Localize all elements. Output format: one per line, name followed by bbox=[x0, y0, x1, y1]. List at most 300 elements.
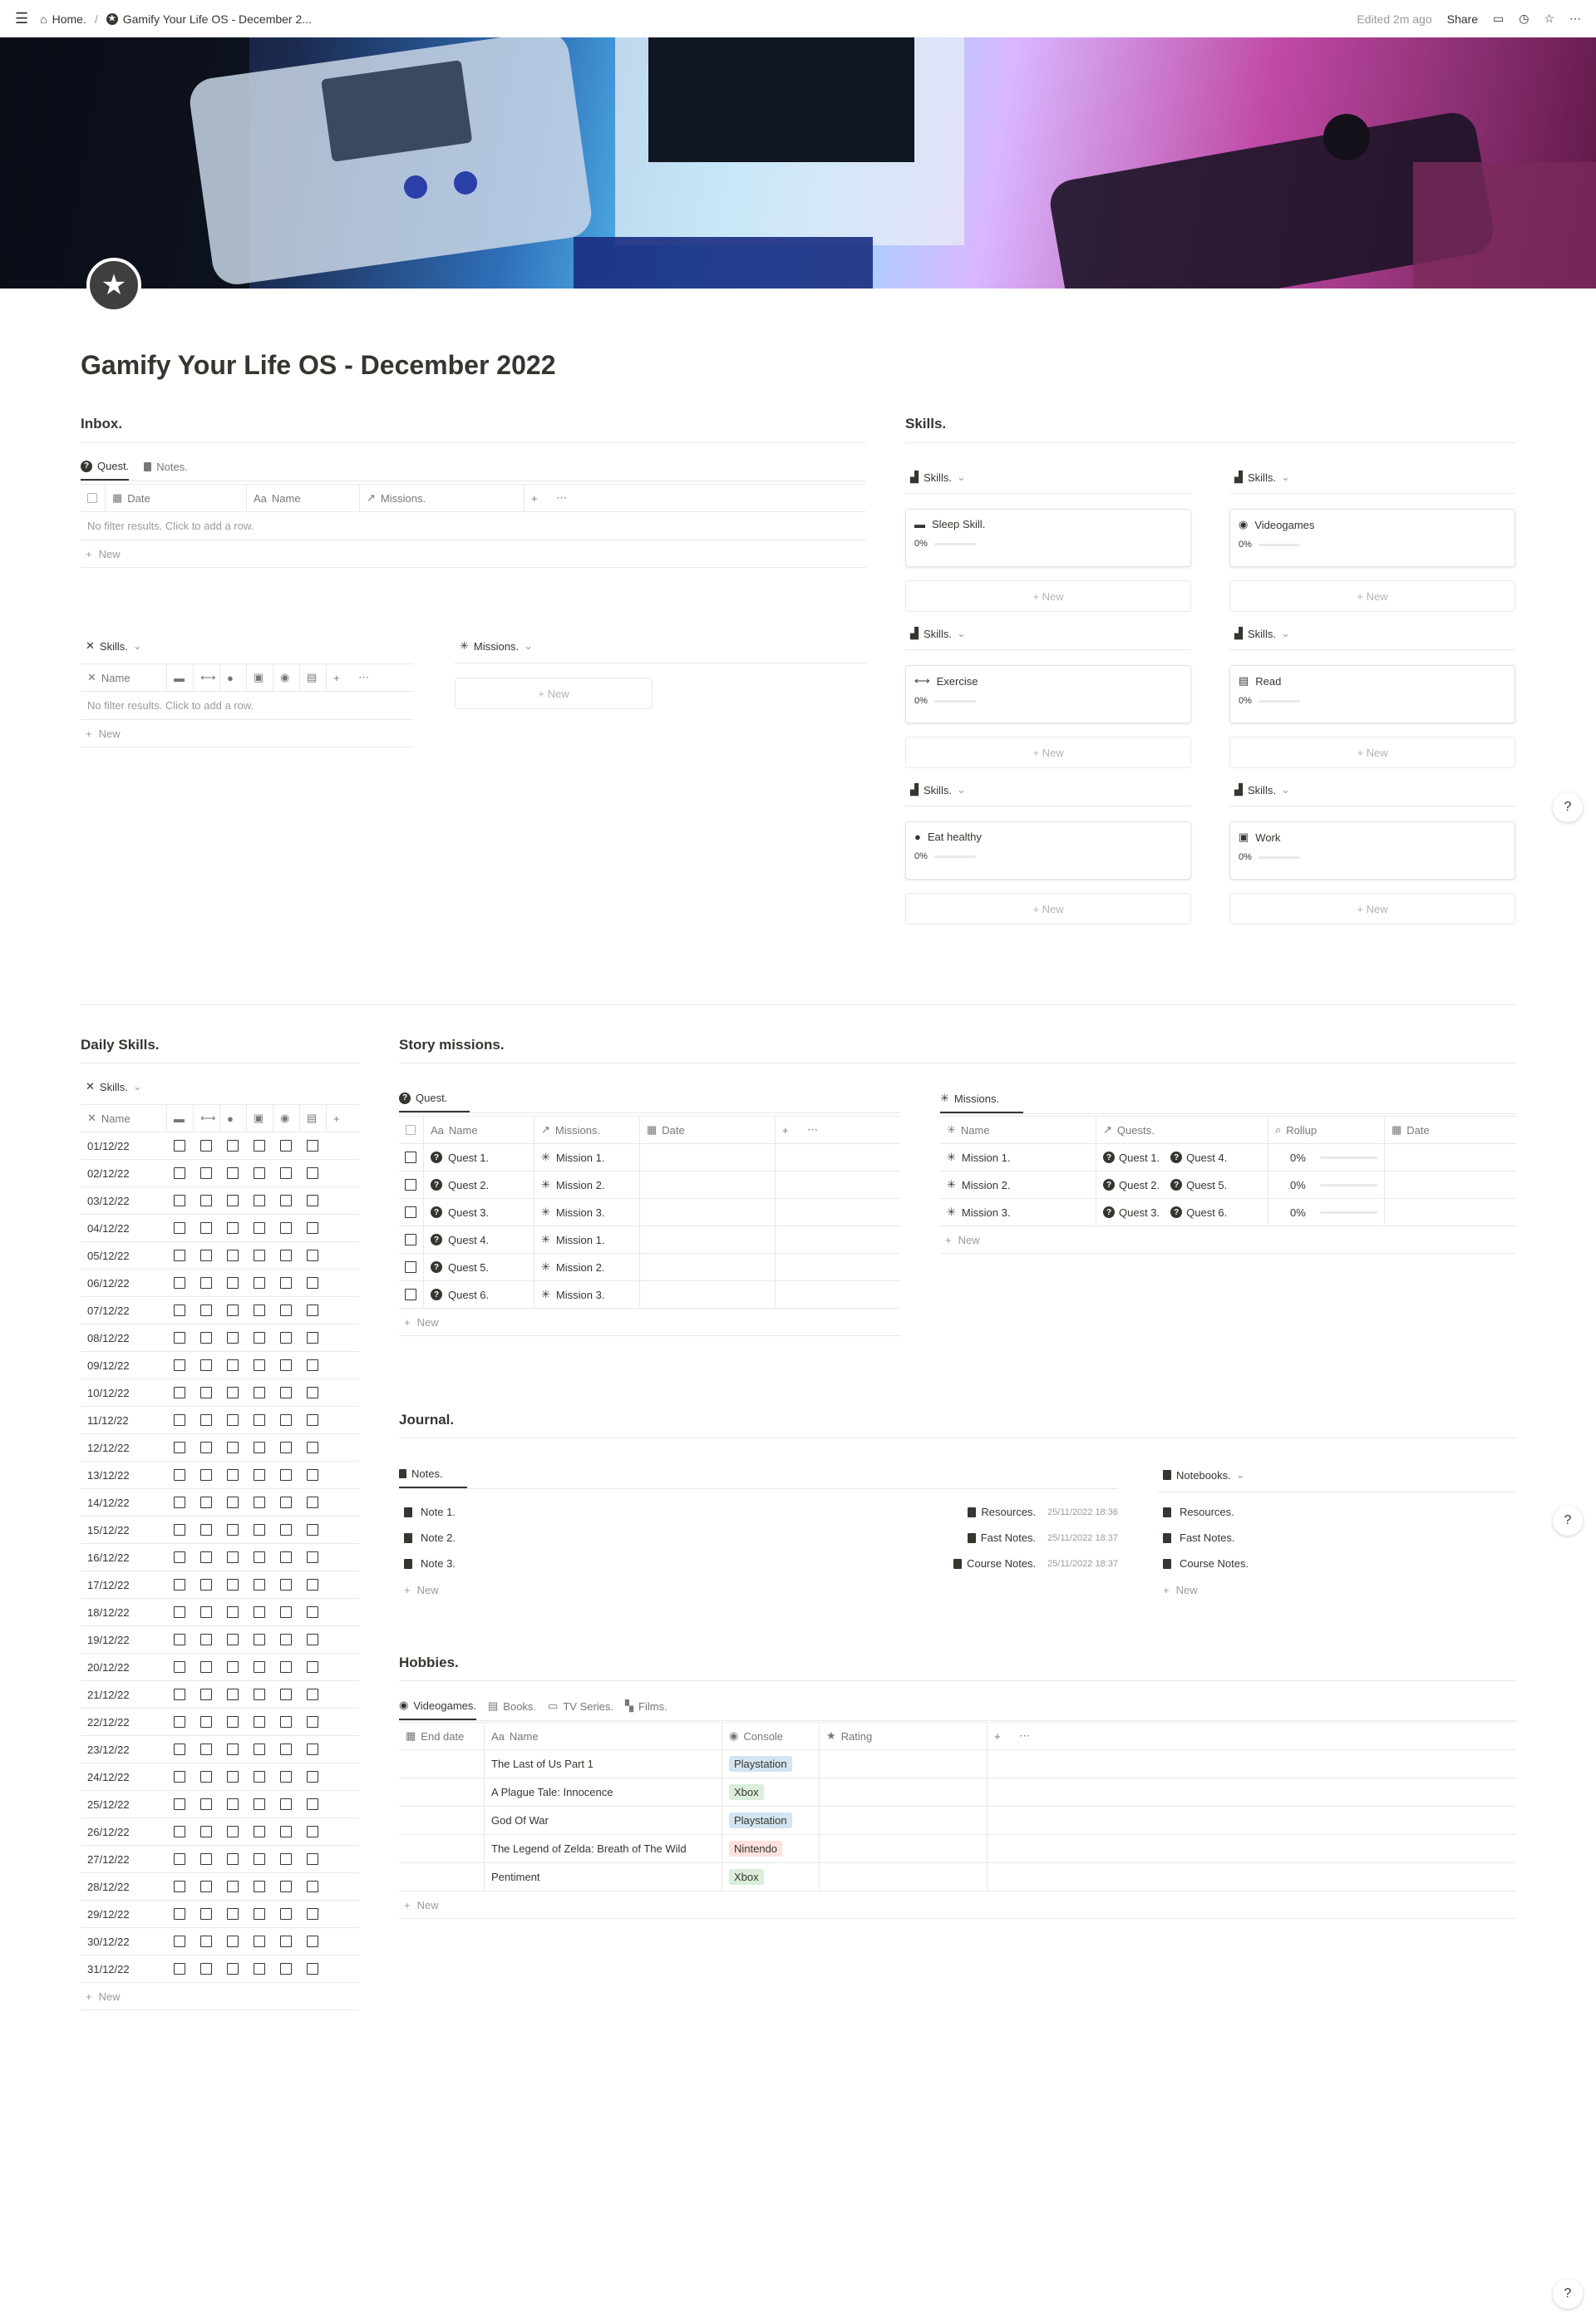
checkbox-cell[interactable] bbox=[167, 1160, 194, 1186]
date-cell[interactable] bbox=[81, 1132, 167, 1159]
name-cell[interactable] bbox=[424, 1144, 534, 1171]
checkbox-cell[interactable] bbox=[273, 1599, 300, 1625]
checkbox-cell[interactable] bbox=[300, 1434, 327, 1461]
checkbox[interactable] bbox=[254, 1743, 265, 1755]
checkbox-cell[interactable] bbox=[300, 1242, 327, 1269]
help-button[interactable]: ? bbox=[1553, 2279, 1583, 2309]
checkbox-cell[interactable] bbox=[167, 1297, 194, 1324]
date-cell[interactable] bbox=[640, 1171, 776, 1198]
checkbox[interactable] bbox=[280, 1277, 292, 1289]
console-cell[interactable] bbox=[722, 1863, 820, 1891]
new-card-button[interactable] bbox=[1229, 737, 1515, 768]
rating-cell[interactable] bbox=[820, 1863, 988, 1891]
checkbox-cell[interactable] bbox=[300, 1462, 327, 1488]
checkbox[interactable] bbox=[227, 1853, 239, 1865]
checkbox[interactable] bbox=[254, 1551, 265, 1563]
list-item[interactable] bbox=[399, 1525, 1118, 1551]
checkbox-cell[interactable] bbox=[167, 1873, 194, 1900]
checkbox[interactable] bbox=[280, 1661, 292, 1673]
checkbox-cell[interactable] bbox=[300, 1215, 327, 1241]
quests-cell[interactable] bbox=[1096, 1171, 1268, 1198]
checkbox[interactable] bbox=[227, 1606, 239, 1618]
skill-card[interactable] bbox=[1229, 509, 1515, 567]
date-cell[interactable] bbox=[81, 1736, 167, 1763]
checkbox[interactable] bbox=[227, 1634, 239, 1645]
table-row[interactable] bbox=[81, 1297, 359, 1324]
quest-link[interactable]: Quest 4. bbox=[1186, 1151, 1228, 1164]
checkbox[interactable] bbox=[227, 1551, 239, 1563]
checkbox-cell[interactable] bbox=[273, 1489, 300, 1516]
checkbox[interactable] bbox=[200, 1359, 212, 1371]
checkbox[interactable] bbox=[307, 1908, 318, 1920]
checkbox[interactable] bbox=[254, 1798, 265, 1810]
date-cell[interactable] bbox=[81, 1599, 167, 1625]
date-cell[interactable] bbox=[81, 1901, 167, 1927]
name-cell[interactable] bbox=[424, 1281, 534, 1308]
tab-films[interactable] bbox=[625, 1699, 667, 1720]
checkbox[interactable] bbox=[254, 1414, 265, 1426]
checkbox[interactable] bbox=[200, 1798, 212, 1810]
checkbox-cell[interactable] bbox=[300, 1132, 327, 1159]
checkbox[interactable] bbox=[227, 1305, 239, 1316]
checkbox[interactable] bbox=[280, 1414, 292, 1426]
name-cell[interactable] bbox=[485, 1778, 722, 1806]
checkbox[interactable] bbox=[254, 1661, 265, 1673]
date-cell[interactable] bbox=[81, 1818, 167, 1845]
checkbox-cell[interactable] bbox=[273, 1379, 300, 1406]
col-rating[interactable] bbox=[820, 1723, 988, 1749]
skill-card[interactable] bbox=[905, 665, 1191, 723]
date-cell[interactable] bbox=[81, 1379, 167, 1406]
checkbox-cell[interactable] bbox=[194, 1407, 220, 1433]
date-cell[interactable] bbox=[1385, 1171, 1516, 1198]
checkbox-cell[interactable] bbox=[220, 1324, 247, 1351]
checkbox-cell[interactable] bbox=[194, 1517, 220, 1543]
checkbox[interactable] bbox=[174, 1826, 185, 1837]
list-item[interactable] bbox=[399, 1499, 1118, 1525]
checkbox-cell[interactable] bbox=[300, 1681, 327, 1708]
checkbox[interactable] bbox=[174, 1661, 185, 1673]
checkbox-cell[interactable] bbox=[247, 1599, 273, 1625]
table-row[interactable] bbox=[81, 1901, 359, 1928]
checkbox-cell[interactable] bbox=[194, 1324, 220, 1351]
checkbox-cell[interactable] bbox=[247, 1709, 273, 1735]
checkbox-cell[interactable] bbox=[194, 1736, 220, 1763]
checkbox[interactable] bbox=[200, 1936, 212, 1947]
col-missions[interactable] bbox=[360, 485, 525, 511]
checkbox[interactable] bbox=[254, 1497, 265, 1508]
checkbox[interactable] bbox=[280, 1250, 292, 1261]
list-item[interactable] bbox=[1158, 1499, 1234, 1525]
col-name[interactable] bbox=[81, 664, 167, 691]
notebook-link[interactable] bbox=[953, 1557, 1036, 1570]
table-row[interactable] bbox=[81, 1791, 359, 1818]
table-row[interactable] bbox=[81, 1352, 359, 1379]
checkbox[interactable] bbox=[307, 1606, 318, 1618]
checkbox-cell[interactable] bbox=[300, 1928, 327, 1955]
checkbox-cell[interactable] bbox=[273, 1791, 300, 1817]
checkbox-cell[interactable] bbox=[399, 1199, 424, 1226]
checkbox-cell[interactable] bbox=[273, 1434, 300, 1461]
checkbox[interactable] bbox=[227, 1689, 239, 1700]
checkbox-cell[interactable] bbox=[273, 1132, 300, 1159]
checkbox[interactable] bbox=[200, 1743, 212, 1755]
checkbox[interactable] bbox=[200, 1497, 212, 1508]
checkbox-cell[interactable] bbox=[167, 1791, 194, 1817]
checkbox-cell[interactable] bbox=[167, 1462, 194, 1488]
checkbox-cell[interactable] bbox=[220, 1270, 247, 1296]
checkbox-cell[interactable] bbox=[300, 1736, 327, 1763]
book-icon[interactable]: ▤ bbox=[300, 664, 327, 691]
checkbox-cell[interactable] bbox=[194, 1928, 220, 1955]
tab-notes[interactable] bbox=[399, 1467, 467, 1488]
table-row[interactable] bbox=[399, 1226, 900, 1254]
name-cell[interactable] bbox=[485, 1863, 722, 1891]
checkbox[interactable] bbox=[307, 1634, 318, 1645]
checkbox-cell[interactable] bbox=[399, 1171, 424, 1198]
checkbox-cell[interactable] bbox=[247, 1434, 273, 1461]
checkbox[interactable] bbox=[227, 1442, 239, 1453]
checkbox-cell[interactable] bbox=[194, 1544, 220, 1571]
checkbox-cell[interactable] bbox=[167, 1681, 194, 1708]
checkbox[interactable] bbox=[174, 1167, 185, 1179]
checkbox-cell[interactable] bbox=[247, 1215, 273, 1241]
checkbox[interactable] bbox=[174, 1497, 185, 1508]
checkbox[interactable] bbox=[174, 1250, 185, 1261]
checkbox[interactable] bbox=[280, 1908, 292, 1920]
checkbox[interactable] bbox=[227, 1908, 239, 1920]
table-row[interactable] bbox=[81, 1324, 359, 1352]
checkbox[interactable] bbox=[174, 1936, 185, 1947]
rollup-cell[interactable] bbox=[1268, 1199, 1385, 1226]
checkbox-cell[interactable] bbox=[273, 1736, 300, 1763]
checkbox-cell[interactable] bbox=[220, 1736, 247, 1763]
checkbox-cell[interactable] bbox=[273, 1709, 300, 1735]
checkbox[interactable] bbox=[200, 1414, 212, 1426]
checkbox-cell[interactable] bbox=[247, 1681, 273, 1708]
checkbox-cell[interactable] bbox=[247, 1160, 273, 1186]
checkbox[interactable] bbox=[307, 1881, 318, 1892]
checkbox-cell[interactable] bbox=[194, 1763, 220, 1790]
skill-card[interactable] bbox=[905, 509, 1191, 567]
checkbox-cell[interactable] bbox=[247, 1571, 273, 1598]
tab-books[interactable] bbox=[488, 1699, 536, 1720]
checkbox-cell[interactable] bbox=[167, 1709, 194, 1735]
date-cell[interactable] bbox=[81, 1160, 167, 1186]
add-column-button[interactable]: + bbox=[333, 671, 340, 684]
col-name[interactable] bbox=[485, 1723, 722, 1749]
bed-icon[interactable]: ▬ bbox=[167, 1105, 194, 1132]
name-cell[interactable] bbox=[424, 1199, 534, 1226]
tab-videogames[interactable] bbox=[399, 1699, 476, 1720]
checkbox[interactable] bbox=[280, 1716, 292, 1728]
quests-cell[interactable] bbox=[1096, 1199, 1268, 1226]
checkbox[interactable] bbox=[254, 1277, 265, 1289]
checkbox-cell[interactable] bbox=[220, 1407, 247, 1433]
date-cell[interactable] bbox=[81, 1407, 167, 1433]
table-row[interactable] bbox=[81, 1818, 359, 1846]
checkbox[interactable] bbox=[307, 1414, 318, 1426]
checkbox-cell[interactable] bbox=[247, 1462, 273, 1488]
date-cell[interactable] bbox=[81, 1928, 167, 1955]
skills-group-toggle[interactable] bbox=[1234, 783, 1290, 797]
checkbox[interactable] bbox=[254, 1606, 265, 1618]
date-cell[interactable] bbox=[81, 1489, 167, 1516]
checkbox[interactable] bbox=[227, 1963, 239, 1975]
skills-group-toggle[interactable] bbox=[1234, 471, 1290, 484]
checkbox[interactable] bbox=[280, 1497, 292, 1508]
checkbox[interactable] bbox=[174, 1963, 185, 1975]
checkbox-cell[interactable] bbox=[194, 1462, 220, 1488]
checkbox-cell[interactable] bbox=[247, 1132, 273, 1159]
table-row[interactable] bbox=[940, 1144, 1516, 1171]
more-options-button[interactable]: ⋯ bbox=[807, 1123, 818, 1136]
table-row[interactable] bbox=[940, 1199, 1516, 1226]
checkbox[interactable] bbox=[280, 1936, 292, 1947]
checkbox-cell[interactable] bbox=[300, 1626, 327, 1653]
rating-cell[interactable] bbox=[820, 1750, 988, 1778]
checkbox-cell[interactable] bbox=[247, 1544, 273, 1571]
checkbox[interactable] bbox=[307, 1579, 318, 1591]
checkbox[interactable] bbox=[174, 1524, 185, 1536]
checkbox[interactable] bbox=[307, 1798, 318, 1810]
console-cell[interactable] bbox=[722, 1835, 820, 1862]
checkbox-cell[interactable] bbox=[247, 1379, 273, 1406]
checkbox[interactable] bbox=[280, 1195, 292, 1206]
checkbox[interactable] bbox=[254, 1387, 265, 1398]
checkbox-cell[interactable] bbox=[300, 1654, 327, 1680]
checkbox-cell[interactable] bbox=[300, 1544, 327, 1571]
date-cell[interactable] bbox=[640, 1226, 776, 1253]
help-button[interactable]: ? bbox=[1553, 792, 1583, 822]
checkbox[interactable] bbox=[200, 1195, 212, 1206]
checkbox[interactable] bbox=[200, 1689, 212, 1700]
col-end-date[interactable] bbox=[399, 1723, 485, 1749]
new-card-button[interactable] bbox=[1229, 893, 1515, 925]
checkbox-cell[interactable] bbox=[399, 1281, 424, 1308]
checkbox[interactable] bbox=[174, 1277, 185, 1289]
checkbox[interactable] bbox=[200, 1716, 212, 1728]
checkbox-cell[interactable] bbox=[194, 1818, 220, 1845]
name-cell[interactable] bbox=[940, 1199, 1096, 1226]
checkbox-cell[interactable] bbox=[167, 1132, 194, 1159]
checkbox-cell[interactable] bbox=[194, 1270, 220, 1296]
checkbox[interactable] bbox=[200, 1606, 212, 1618]
console-cell[interactable] bbox=[722, 1778, 820, 1806]
checkbox[interactable] bbox=[200, 1771, 212, 1783]
skills-group-toggle[interactable] bbox=[910, 471, 966, 484]
checkbox-cell[interactable] bbox=[247, 1489, 273, 1516]
apple-icon[interactable]: ● bbox=[220, 1105, 247, 1132]
checkbox-cell[interactable] bbox=[220, 1434, 247, 1461]
checkbox[interactable] bbox=[254, 1881, 265, 1892]
checkbox-cell[interactable] bbox=[247, 1818, 273, 1845]
checkbox-cell[interactable] bbox=[194, 1709, 220, 1735]
checkbox[interactable] bbox=[254, 1222, 265, 1234]
table-row[interactable] bbox=[81, 1763, 359, 1791]
col-missions[interactable] bbox=[534, 1117, 640, 1143]
checkbox[interactable] bbox=[200, 1661, 212, 1673]
checkbox-cell[interactable] bbox=[273, 1901, 300, 1927]
menu-icon[interactable]: ☰ bbox=[15, 10, 29, 27]
name-cell[interactable] bbox=[940, 1171, 1096, 1198]
checkbox[interactable] bbox=[254, 1826, 265, 1837]
checkbox-cell[interactable] bbox=[273, 1818, 300, 1845]
checkbox-cell[interactable] bbox=[167, 1763, 194, 1790]
checkbox-cell[interactable] bbox=[220, 1928, 247, 1955]
checkbox-cell[interactable] bbox=[167, 1626, 194, 1653]
checkbox-cell[interactable] bbox=[247, 1956, 273, 1982]
checkbox-cell[interactable] bbox=[300, 1791, 327, 1817]
checkbox[interactable] bbox=[174, 1634, 185, 1645]
checkbox[interactable] bbox=[280, 1387, 292, 1398]
add-column-button[interactable]: + bbox=[531, 491, 538, 505]
checkbox[interactable] bbox=[227, 1332, 239, 1344]
checkbox-cell[interactable] bbox=[220, 1160, 247, 1186]
help-button[interactable]: ? bbox=[1553, 1506, 1583, 1536]
col-name[interactable] bbox=[81, 1105, 167, 1132]
checkbox[interactable] bbox=[200, 1551, 212, 1563]
table-row[interactable] bbox=[81, 1873, 359, 1901]
table-row[interactable] bbox=[81, 1242, 359, 1270]
date-cell[interactable] bbox=[1385, 1144, 1516, 1171]
checkbox-cell[interactable] bbox=[273, 1654, 300, 1680]
checkbox[interactable] bbox=[307, 1332, 318, 1344]
checkbox[interactable] bbox=[307, 1469, 318, 1481]
checkbox-cell[interactable] bbox=[300, 1599, 327, 1625]
col-name[interactable] bbox=[940, 1117, 1096, 1143]
date-cell[interactable] bbox=[81, 1846, 167, 1872]
checkbox-cell[interactable] bbox=[167, 1654, 194, 1680]
checkbox-cell[interactable] bbox=[167, 1324, 194, 1351]
new-card-button[interactable] bbox=[1229, 580, 1515, 612]
checkbox-cell[interactable] bbox=[300, 1818, 327, 1845]
date-cell[interactable] bbox=[81, 1215, 167, 1241]
checkbox-cell[interactable] bbox=[194, 1489, 220, 1516]
new-card-button[interactable] bbox=[905, 580, 1191, 612]
empty-state[interactable]: No filter results. Click to add a row. bbox=[81, 512, 866, 540]
checkbox-cell[interactable] bbox=[220, 1187, 247, 1214]
checkbox-cell[interactable] bbox=[300, 1407, 327, 1433]
checkbox-cell[interactable] bbox=[167, 1818, 194, 1845]
checkbox-cell[interactable] bbox=[167, 1571, 194, 1598]
skills-group-toggle[interactable] bbox=[86, 639, 142, 653]
checkbox-cell[interactable] bbox=[273, 1763, 300, 1790]
name-cell[interactable] bbox=[485, 1835, 722, 1862]
checkbox-cell[interactable] bbox=[247, 1242, 273, 1269]
checkbox-cell[interactable] bbox=[273, 1846, 300, 1872]
date-cell[interactable] bbox=[81, 1626, 167, 1653]
tab-notes[interactable] bbox=[144, 460, 188, 481]
rating-cell[interactable] bbox=[820, 1807, 988, 1834]
table-row[interactable] bbox=[399, 1199, 900, 1226]
checkbox[interactable] bbox=[174, 1881, 185, 1892]
checkbox-cell[interactable] bbox=[273, 1956, 300, 1982]
more-icon[interactable]: ⋯ bbox=[1569, 12, 1581, 25]
checkbox-cell[interactable] bbox=[220, 1599, 247, 1625]
checkbox[interactable] bbox=[254, 1250, 265, 1261]
checkbox[interactable] bbox=[254, 1936, 265, 1947]
checkbox-cell[interactable] bbox=[273, 1407, 300, 1433]
checkbox[interactable] bbox=[307, 1936, 318, 1947]
checkbox[interactable] bbox=[174, 1195, 185, 1206]
checkbox-cell[interactable] bbox=[273, 1873, 300, 1900]
checkbox[interactable] bbox=[280, 1798, 292, 1810]
more-options-button[interactable]: ⋯ bbox=[556, 491, 567, 504]
comment-icon[interactable]: ▭ bbox=[1492, 12, 1505, 25]
table-row[interactable] bbox=[399, 1863, 1516, 1891]
checkbox-cell[interactable] bbox=[194, 1434, 220, 1461]
checkbox[interactable] bbox=[307, 1167, 318, 1179]
table-row[interactable] bbox=[399, 1750, 1516, 1778]
checkbox-cell[interactable] bbox=[194, 1956, 220, 1982]
checkbox[interactable] bbox=[280, 1305, 292, 1316]
col-name[interactable] bbox=[424, 1117, 534, 1143]
checkbox[interactable] bbox=[227, 1277, 239, 1289]
list-item[interactable] bbox=[1158, 1551, 1249, 1576]
briefcase-icon[interactable]: ▣ bbox=[247, 664, 273, 691]
checkbox[interactable] bbox=[227, 1936, 239, 1947]
checkbox-cell[interactable] bbox=[194, 1846, 220, 1872]
checkbox-cell[interactable] bbox=[220, 1571, 247, 1598]
checkbox[interactable] bbox=[200, 1853, 212, 1865]
checkbox-cell[interactable] bbox=[167, 1846, 194, 1872]
checkbox-cell[interactable] bbox=[273, 1517, 300, 1543]
checkbox[interactable] bbox=[227, 1881, 239, 1892]
notebook-link[interactable] bbox=[968, 1506, 1036, 1518]
table-row[interactable] bbox=[399, 1835, 1516, 1863]
rating-cell[interactable] bbox=[820, 1835, 988, 1862]
checkbox[interactable] bbox=[200, 1387, 212, 1398]
checkbox[interactable] bbox=[174, 1743, 185, 1755]
table-row[interactable] bbox=[81, 1407, 359, 1434]
checkbox-cell[interactable] bbox=[273, 1160, 300, 1186]
checkbox-cell[interactable] bbox=[273, 1571, 300, 1598]
date-cell[interactable] bbox=[81, 1544, 167, 1571]
table-row[interactable] bbox=[81, 1517, 359, 1544]
checkbox[interactable] bbox=[307, 1551, 318, 1563]
date-cell[interactable] bbox=[81, 1956, 167, 1982]
table-row[interactable] bbox=[81, 1544, 359, 1571]
table-row[interactable] bbox=[81, 1132, 359, 1160]
checkbox[interactable] bbox=[254, 1853, 265, 1865]
table-row[interactable] bbox=[81, 1928, 359, 1956]
checkbox-cell[interactable] bbox=[167, 1434, 194, 1461]
checkbox[interactable] bbox=[280, 1634, 292, 1645]
name-cell[interactable] bbox=[485, 1807, 722, 1834]
checkbox-cell[interactable] bbox=[167, 1599, 194, 1625]
checkbox[interactable] bbox=[280, 1963, 292, 1975]
checkbox[interactable] bbox=[200, 1881, 212, 1892]
checkbox-cell[interactable] bbox=[167, 1928, 194, 1955]
checkbox[interactable] bbox=[280, 1524, 292, 1536]
name-cell[interactable] bbox=[485, 1750, 722, 1778]
checkbox[interactable] bbox=[227, 1497, 239, 1508]
checkbox[interactable] bbox=[200, 1332, 212, 1344]
breadcrumb-home[interactable]: Home. bbox=[52, 12, 86, 26]
checkbox-cell[interactable] bbox=[220, 1956, 247, 1982]
notebooks-group-toggle[interactable] bbox=[1163, 1468, 1245, 1482]
checkbox[interactable] bbox=[254, 1716, 265, 1728]
quest-link[interactable]: Quest 2. bbox=[1119, 1178, 1160, 1191]
list-item[interactable] bbox=[399, 1551, 1118, 1576]
checkbox-cell[interactable] bbox=[247, 1736, 273, 1763]
checkbox-cell[interactable] bbox=[194, 1187, 220, 1214]
checkbox[interactable] bbox=[227, 1167, 239, 1179]
date-cell[interactable] bbox=[81, 1242, 167, 1269]
checkbox[interactable] bbox=[280, 1689, 292, 1700]
checkbox[interactable] bbox=[307, 1305, 318, 1316]
